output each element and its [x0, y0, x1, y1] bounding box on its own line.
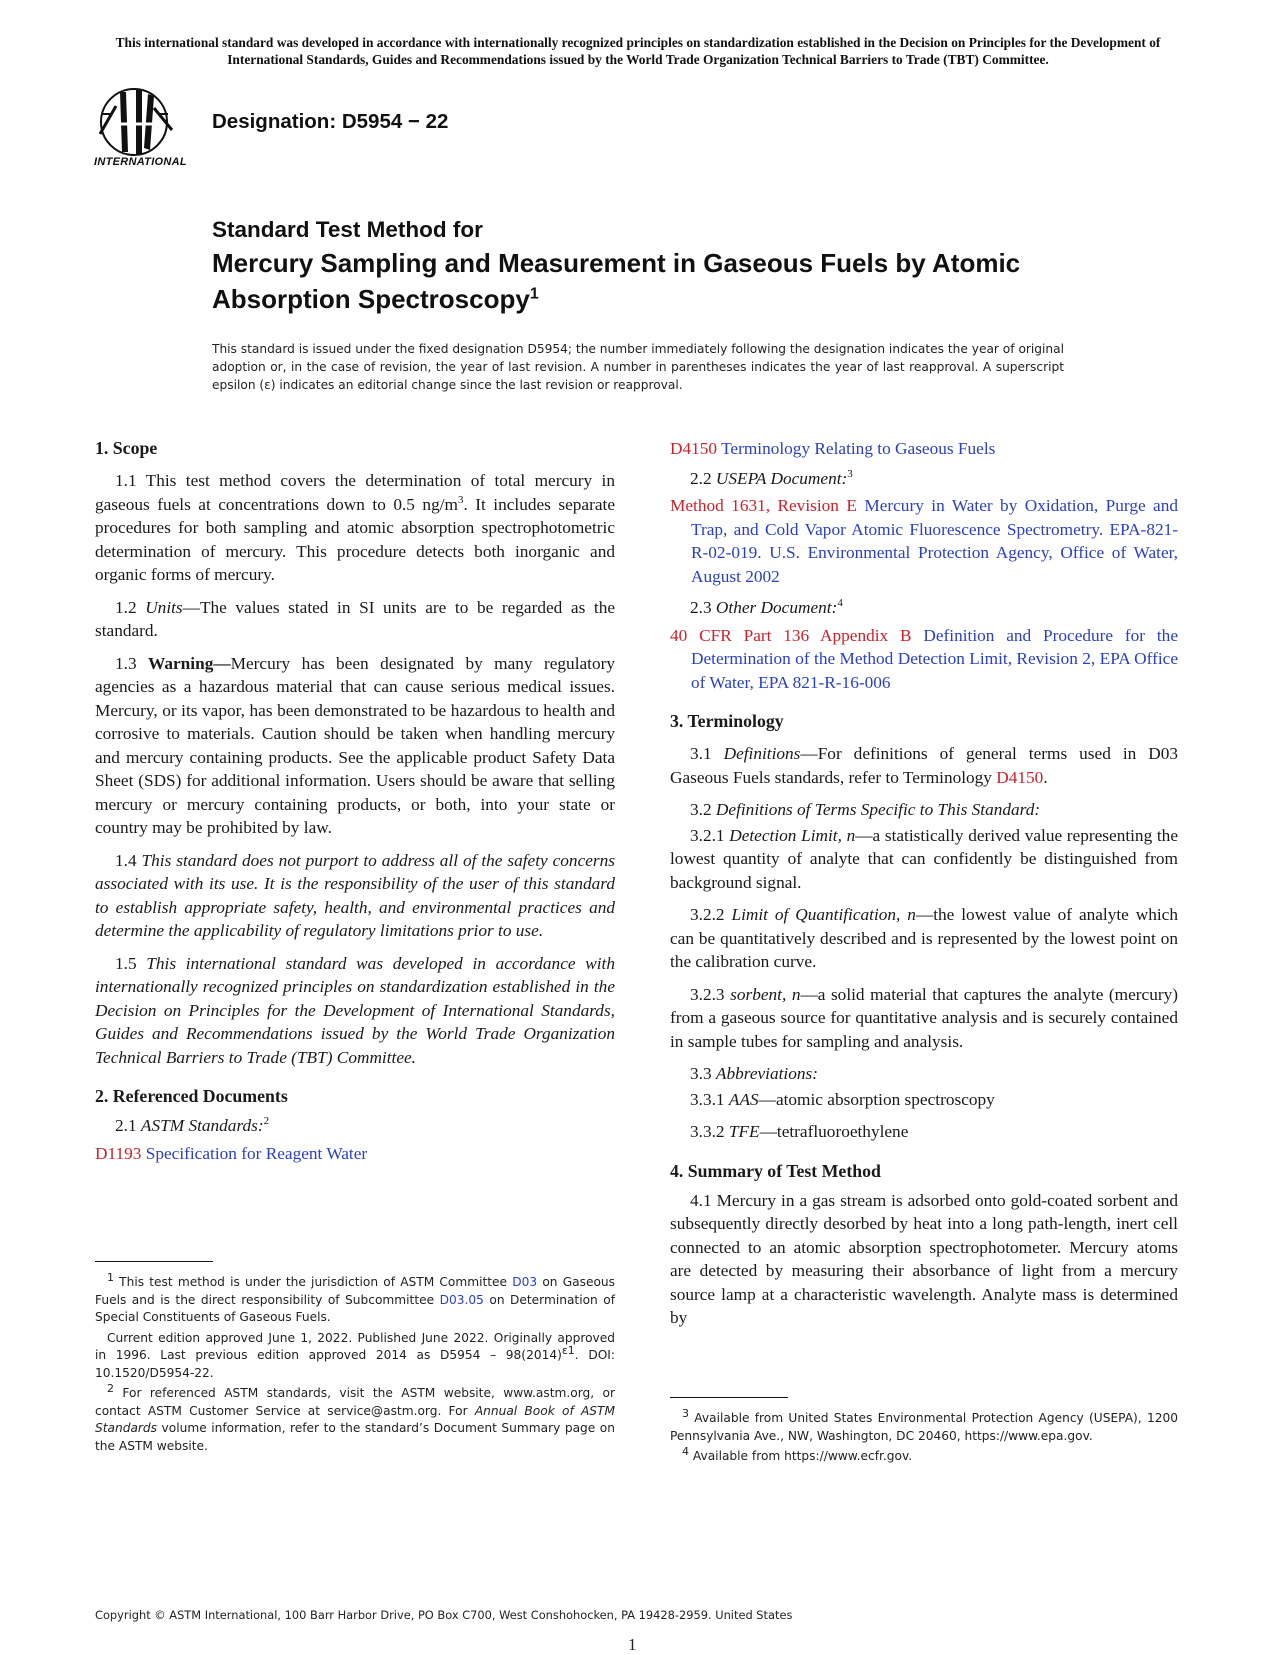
- para-1-1: [95, 469, 615, 587]
- footnote-4: [670, 1444, 1178, 1466]
- para-2-2-label: USEPA Document:: [715, 468, 848, 488]
- para-2-3: [670, 596, 1178, 620]
- para-1-1-sup: 3: [457, 493, 464, 506]
- footnote-rule-right: [670, 1397, 788, 1398]
- footnote-1-mark: 1: [107, 1270, 114, 1284]
- section-scope-heading: 1. Scope: [95, 438, 158, 458]
- para-1-2-text: —The values stated in SI units are to be regarded as the standard.: [95, 597, 616, 640]
- ref-d1193-code-link[interactable]: D1193: [95, 1143, 142, 1163]
- para-3-1-end: .: [1043, 767, 1048, 787]
- footnote-1-epsilon: ε1: [561, 1343, 575, 1357]
- ref-40cfr: [670, 624, 1178, 695]
- para-3-2-2-text: —the lowest value of analyte which can be quantitatively described and is represented by the lowest point on the calibration curve.: [670, 905, 1178, 971]
- astm-logo: [92, 84, 200, 180]
- para-3-2-3-text: —a solid material that captures the analyte (mercury) from a gaseous source for quantitative analysis and is securely contained in sample tubes for sampling and analysis.: [670, 984, 1179, 1051]
- para-1-3: [95, 652, 615, 840]
- tbt-banner: This international standard was developed in accordance with internationally recognized principles on standardization established in the Decision on Principles for the Development of International Standards, Guides and Recommendations issued by the World Trade Organization Technical Barriers to Trade (TBT) Committee.: [115, 35, 1161, 67]
- footnote-rule-left: [95, 1261, 213, 1262]
- para-3-3: [670, 1062, 1178, 1086]
- para-3-1-num: 3.1: [690, 744, 724, 763]
- para-3-2-2-term: Limit of Quantification, n: [731, 905, 916, 924]
- para-3-2-3: [670, 983, 1178, 1054]
- para-2-2: [670, 467, 1178, 491]
- footnote-2-mark: 2: [107, 1381, 114, 1395]
- ref-d4150-title-link[interactable]: Terminology Relating to Gaseous Fuels: [721, 439, 996, 458]
- section-summary-heading: 4. Summary of Test Method: [670, 1160, 881, 1181]
- para-3-1-text: —For definitions of general terms used in D03 Gaseous Fuels standards, refer to Terminology: [670, 744, 1179, 787]
- footnote-4-text: Available from https://www.ecfr.gov.: [689, 1449, 913, 1463]
- para-2-1-num: 2.1: [115, 1116, 141, 1135]
- footnote-1-d0305-link[interactable]: D03.05: [439, 1292, 484, 1307]
- para-4-1: 4.1 Mercury in a gas stream is adsorbed onto gold-coated sorbent and subsequently directly desorbed by heat into a long path-length, inert cell connected to an atomic absorption spectrophotometer. Mercury atoms are detected by measuring their absorbance of light from a mercury source lamp at a characteristic wavelength. Analyte mass is determined by: [670, 1190, 1178, 1327]
- para-3-2-1-term: Detection Limit, n: [729, 825, 856, 845]
- para-1-4: [95, 849, 615, 943]
- para-3-2-label: Definitions of Terms Specific to This Standard:: [715, 800, 1041, 819]
- para-1-2-label: Units: [145, 597, 183, 617]
- para-1-1-text: 1.1 This test method covers the determination of total mercury in gaseous fuels at concentrations down to 0.5 ng/m: [95, 471, 615, 514]
- para-3-2-1-num: 3.2.1: [690, 825, 730, 845]
- para-3-2: [670, 798, 1178, 822]
- ref-40cfr-title-link[interactable]: Definition and Procedure for the Determination of the Method Detection Limit, Revision 2, EPA Office of Water, EPA 821-R-16-006: [691, 625, 1178, 692]
- footnote-4-mark: 4: [682, 1444, 689, 1458]
- para-3-1: [670, 742, 1178, 789]
- title-main: [212, 245, 1112, 317]
- footnote-1-text-c: on Determination of Special Constituents of Gaseous Fuels.: [95, 1292, 616, 1324]
- para-2-3-label: Other Document:: [715, 598, 838, 617]
- para-1-3-num: 1.3: [115, 653, 149, 673]
- footnote-1-text-a: This test method is under the jurisdiction of ASTM Committee: [114, 1275, 513, 1289]
- footnote-3: [670, 1406, 1178, 1445]
- ref-d1193: [95, 1142, 615, 1166]
- footnotes-right: [670, 1397, 1178, 1469]
- para-3-2-2: [670, 903, 1178, 974]
- para-3-3-2: [670, 1120, 1178, 1144]
- para-1-3-text: Mercury has been designated by many regulatory agencies as a hazardous material that can cause serious medical issues. Mercury, or its vapor, has been demonstrated to be hazardous to health and corrosive to materials. Caution should be taken when handling mercury and mercury containing products. See the applicable product Safety Data Sheet (SDS) for additional information. Users should be aware that selling mercury or mercury containing products, or both, into your state or country may be prohibited by law.: [95, 653, 616, 837]
- para-1-3-label: Warning—: [148, 653, 231, 673]
- para-3-2-num: 3.2: [690, 800, 716, 819]
- para-1-5-text: This international standard was developed in accordance with internationally recognized principles on standardization established in the Decision on Principles for the Development of International Standards, Guides and Recommendations issued by the World Trade Organization Technical Barriers to Trade (TBT) Committee.: [95, 953, 615, 1067]
- footnote-1-d03-link[interactable]: D03: [512, 1275, 538, 1289]
- title-footnote-mark[interactable]: 1: [529, 285, 539, 303]
- ref-d4150: [670, 437, 1178, 461]
- title-main-text: Mercury Sampling and Measurement in Gaseous Fuels by Atomic Absorption Spectroscopy: [212, 248, 1021, 314]
- para-2-3-num: 2.3: [690, 598, 716, 617]
- para-3-3-2-text: —tetrafluoroethylene: [759, 1122, 909, 1141]
- ref-d1193-title-link[interactable]: Specification for Reagent Water: [145, 1143, 368, 1163]
- footnote-2: [95, 1381, 615, 1455]
- section-terminology-heading: 3. Terminology: [670, 711, 784, 731]
- ref-1631-code-link[interactable]: Method 1631, Revision E: [670, 496, 857, 515]
- title-line1: Standard Test Method for: [212, 217, 483, 242]
- para-2-2-sup: 3: [847, 467, 853, 480]
- para-2-1: [95, 1114, 615, 1138]
- ref-40cfr-code-link[interactable]: 40 CFR Part 136 Appendix B: [670, 625, 912, 645]
- para-1-1-text-b: . It includes separate procedures for both sampling and atomic absorption spectrophotometric determination of mercury. This procedure detects both inorganic and organic forms of mercury.: [95, 494, 615, 584]
- para-1-5-num: 1.5: [115, 953, 147, 973]
- para-3-3-1-num: 3.3.1: [690, 1089, 729, 1109]
- para-1-5: [95, 952, 615, 1070]
- footnote-1-doi: . DOI: 10.1520/D5954-22.: [95, 1348, 615, 1380]
- ref-1631-title-link[interactable]: Mercury in Water by Oxidation, Purge and Trap, and Cold Vapor Atomic Fluorescence Spectrometry. EPA-821-R-02-019. U.S. Environmental Protection Agency, Office of Water, August 2002: [691, 496, 1178, 586]
- para-2-3-sup: 4: [837, 597, 843, 610]
- section-refdocs-heading: 2. Referenced Documents: [95, 1086, 288, 1106]
- para-2-1-label: ASTM Standards:: [140, 1116, 264, 1135]
- ref-d4150-code-link[interactable]: D4150: [670, 439, 718, 458]
- footnote-2-italic: Annual Book of ASTM Standards: [95, 1403, 615, 1435]
- footnote-1-edition-text: Current edition approved June 1, 2022. Published June 2022. Originally approved in 1996. Last previous edition approved 2014 as D5954 – 98(2014): [95, 1330, 615, 1362]
- footnote-2-text-b: volume information, refer to the standard’s Document Summary page on the ASTM website.: [95, 1421, 615, 1453]
- left-column: [95, 437, 615, 1173]
- footnote-1: [95, 1270, 616, 1327]
- para-3-2-1-text: —a statistically derived value representing the lowest quantity of analyte that can confidently be distinguished from background signal.: [670, 825, 1178, 892]
- para-3-1-label: Definitions: [723, 744, 801, 763]
- para-3-3-1: [670, 1088, 1178, 1112]
- right-column: [670, 437, 1178, 1339]
- para-3-2-3-term: sorbent, n: [730, 984, 801, 1004]
- para-3-3-2-term: TFE: [728, 1122, 760, 1141]
- para-1-4-text: This standard does not purport to address all of the safety concerns associated with its use. It is the responsibility of the user of this standard to establish appropriate safety, health, and environmental practices and determine the applicability of regulatory limitations prior to use.: [95, 850, 616, 940]
- footnote-2-text-a: For referenced ASTM standards, visit the ASTM website, www.astm.org, or contact ASTM Customer Service at service@astm.org. For: [95, 1386, 615, 1418]
- astm-logo-subtext: INTERNATIONAL: [94, 156, 187, 168]
- para-1-2-num: 1.2: [115, 597, 146, 617]
- para-3-3-2-num: 3.3.2: [690, 1122, 729, 1141]
- para-1-4-num: 1.4: [115, 850, 142, 870]
- copyright-line: Copyright © ASTM International, 100 Barr Harbor Drive, PO Box C700, West Conshohocken, PA 19428-2959. United States: [95, 1608, 793, 1622]
- designation: Designation: D5954 − 22: [212, 110, 449, 133]
- footnote-3-mark: 3: [682, 1406, 689, 1420]
- para-2-2-num: 2.2: [690, 468, 716, 488]
- preamble: This standard is issued under the fixed designation D5954; the number immediately following the designation indicates the year of original adoption or, in the case of revision, the year of last revision. A number in parentheses indicates the year of last reapproval. A superscript epsilon (ε) indicates an editorial change since the last revision or reapproval.: [212, 342, 1064, 392]
- footnote-1-edition: [95, 1330, 615, 1383]
- para-1-2: [95, 596, 615, 643]
- ref-method-1631: [670, 494, 1178, 588]
- footnotes-left: [95, 1261, 615, 1458]
- para-3-3-1-term: AAS: [728, 1089, 759, 1109]
- para-3-2-1: [670, 824, 1178, 895]
- footnote-3-text: Available from United States Environmental Protection Agency (USEPA), 1200 Pennsylvania Ave., NW, Washington, DC 20460, https://www.epa.gov.: [670, 1411, 1178, 1443]
- para-3-2-3-num: 3.2.3: [690, 984, 731, 1004]
- title-block: [212, 215, 1112, 317]
- para-3-1-d4150-link[interactable]: D4150: [996, 767, 1044, 787]
- page-number: 1: [628, 1635, 637, 1654]
- para-3-3-num: 3.3: [690, 1064, 716, 1083]
- para-2-1-sup: 2: [263, 1115, 270, 1128]
- para-3-3-1-text: —atomic absorption spectroscopy: [758, 1089, 995, 1109]
- footnote-1-text-b: on Gaseous Fuels and is the direct responsibility of Subcommittee: [95, 1275, 615, 1307]
- para-3-2-2-num: 3.2.2: [690, 905, 732, 924]
- para-3-3-label: Abbreviations:: [715, 1064, 818, 1083]
